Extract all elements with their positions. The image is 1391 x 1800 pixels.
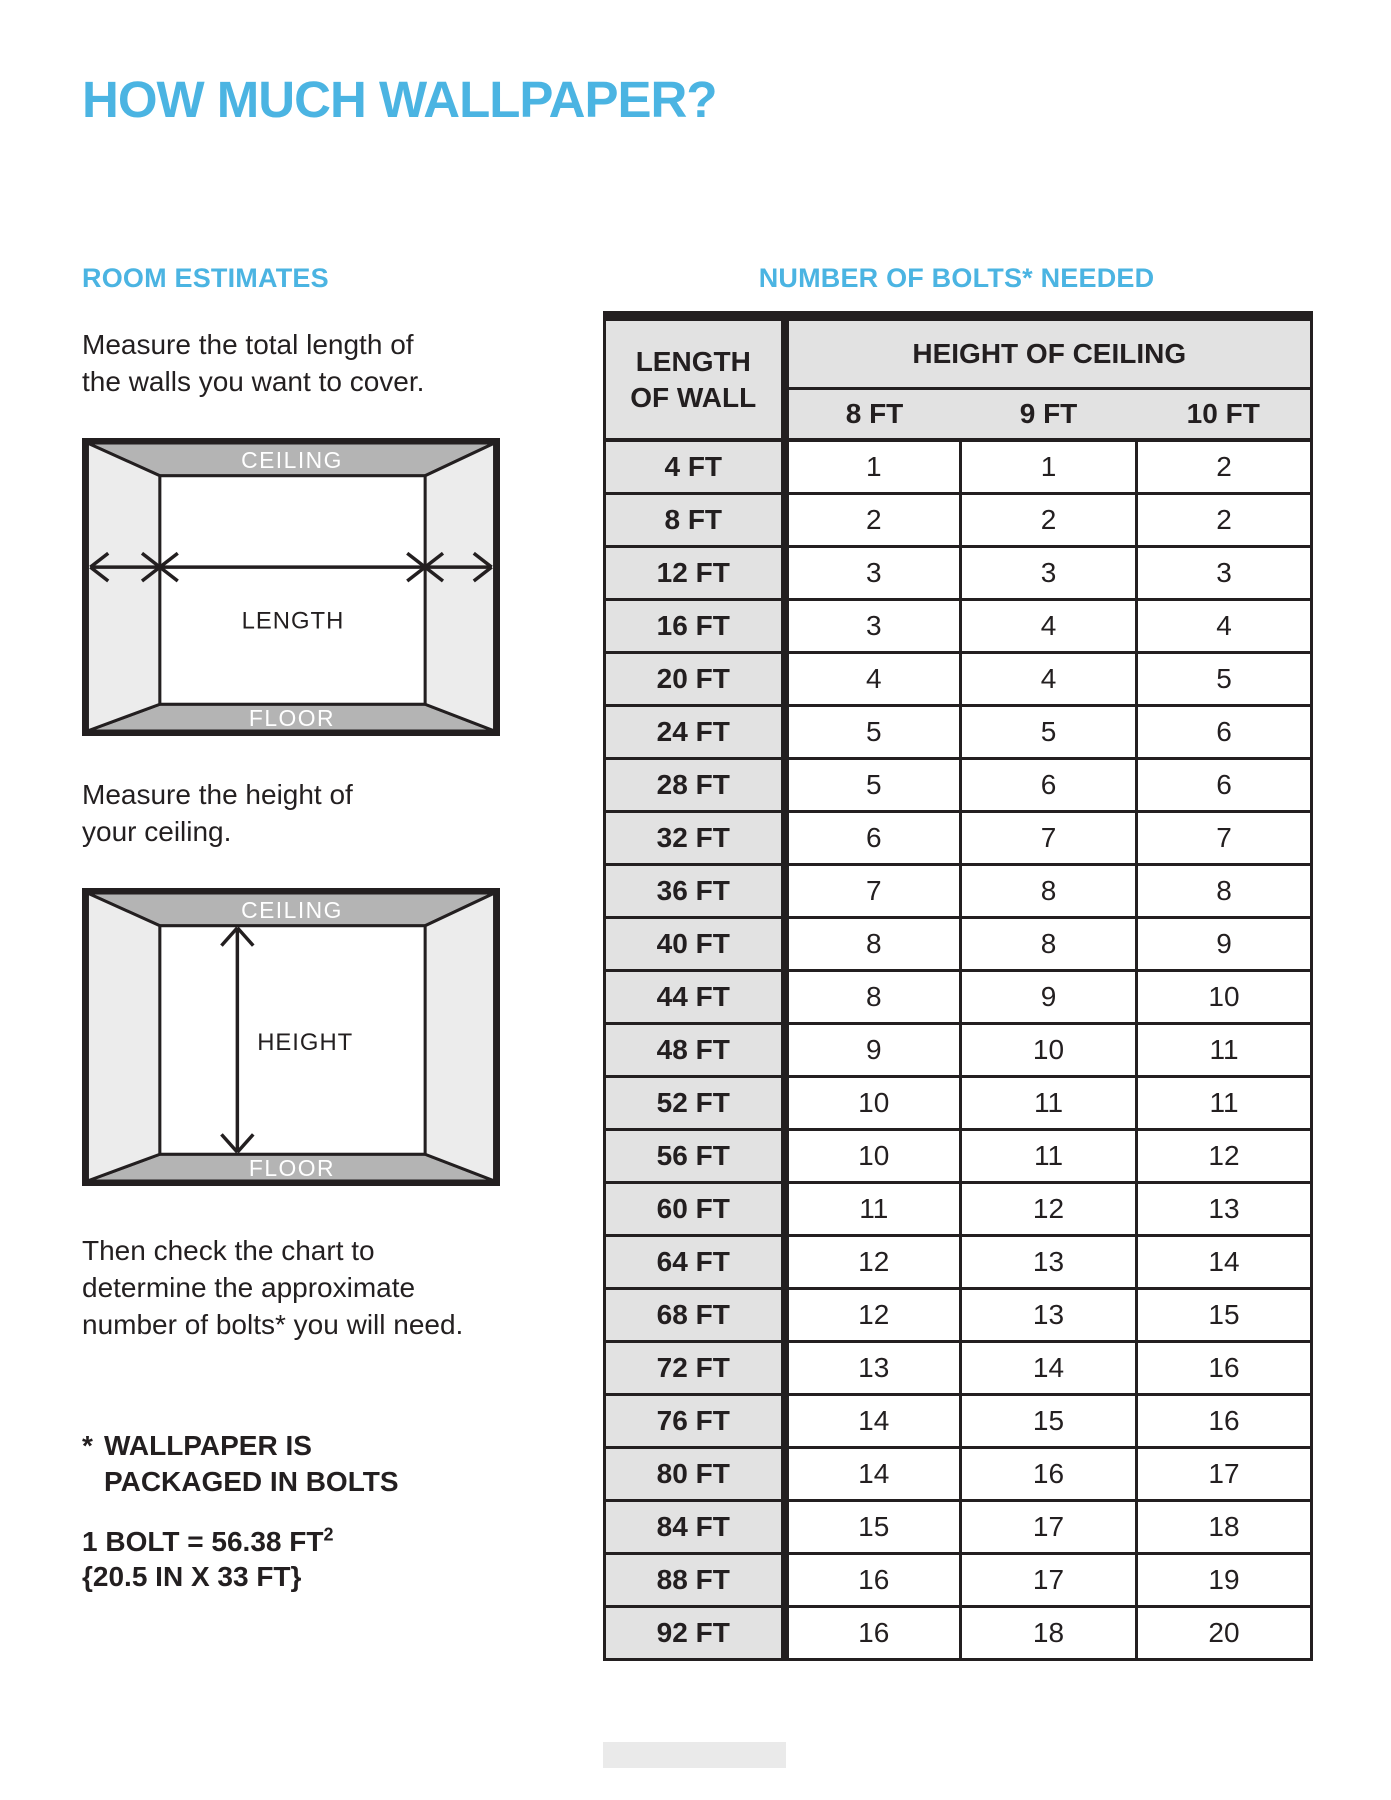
bolt-count-cell: 6: [1137, 705, 1312, 758]
bolt-count-cell: 9: [961, 970, 1137, 1023]
table-row: [605, 1288, 1312, 1341]
bolt-count-cell: 16: [785, 1606, 961, 1659]
bolt-count-cell: 14: [1137, 1235, 1312, 1288]
instruction-measure-height: [82, 776, 353, 850]
bolt-count-cell: 5: [785, 705, 961, 758]
bolt-count-cell: 10: [785, 1076, 961, 1129]
footnote-line: PACKAGED IN BOLTS: [104, 1466, 399, 1497]
bolt-count-cell: 3: [1137, 546, 1312, 599]
left-wall-panel: [87, 893, 160, 1181]
bolt-count-cell: 8: [961, 917, 1137, 970]
bolt-count-cell: 8: [785, 917, 961, 970]
bolt-count-cell: 18: [1137, 1500, 1312, 1553]
table-row: [605, 1341, 1312, 1394]
bolt-count-cell: 10: [1137, 970, 1312, 1023]
table-row: [605, 811, 1312, 864]
bolt-count-cell: 3: [961, 546, 1137, 599]
bolt-count-cell: 4: [1137, 599, 1312, 652]
asterisk: *: [82, 1430, 93, 1461]
bolt-count-cell: 13: [785, 1341, 961, 1394]
instruction-line: the walls you want to cover.: [82, 366, 425, 397]
table-row: [605, 705, 1312, 758]
table-row: [605, 864, 1312, 917]
bolt-count-cell: 6: [785, 811, 961, 864]
bolt-count-cell: 15: [961, 1394, 1137, 1447]
bolt-count-cell: 12: [785, 1235, 961, 1288]
table-row: [605, 1182, 1312, 1235]
header-line: LENGTH: [635, 345, 751, 377]
bolt-count-cell: 11: [785, 1182, 961, 1235]
bolt-count-cell: 3: [785, 599, 961, 652]
row-length-label: 24 FT: [605, 705, 785, 758]
row-length-label: 76 FT: [605, 1394, 785, 1447]
bolt-count-cell: 18: [961, 1606, 1137, 1659]
bolt-count-cell: 6: [1137, 758, 1312, 811]
instruction-line: Then check the chart to: [82, 1235, 375, 1266]
bolt-equation: [82, 1524, 333, 1559]
row-length-label: 88 FT: [605, 1553, 785, 1606]
room-estimates-heading: ROOM ESTIMATES: [82, 263, 329, 293]
bolt-equation-text: 1 BOLT = 56.38 FT: [82, 1526, 324, 1557]
bolt-count-cell: 16: [961, 1447, 1137, 1500]
table-row: [605, 1447, 1312, 1500]
row-length-label: 4 FT: [605, 440, 785, 493]
right-wall-panel: [425, 893, 495, 1181]
footnote-line: WALLPAPER IS: [104, 1430, 312, 1461]
bolt-count-cell: 2: [1137, 493, 1312, 546]
page-title: HOW MUCH WALLPAPER?: [82, 71, 717, 128]
table-row: [605, 1023, 1312, 1076]
bolt-table-wrap: [603, 311, 1313, 1661]
bolt-count-cell: 14: [961, 1341, 1137, 1394]
wallpaper-bolts-footnote: [82, 1428, 399, 1500]
table-row: [605, 1606, 1312, 1659]
row-length-label: 40 FT: [605, 917, 785, 970]
bolts-needed-heading: NUMBER OF BOLTS* NEEDED: [758, 263, 1155, 293]
right-wall-panel: [425, 443, 495, 731]
bolt-count-cell: 11: [961, 1129, 1137, 1182]
instruction-check-chart: [82, 1232, 463, 1343]
row-length-label: 48 FT: [605, 1023, 785, 1076]
table-row: [605, 546, 1312, 599]
bolt-count-cell: 11: [1137, 1023, 1312, 1076]
bolt-count-cell: 12: [961, 1182, 1137, 1235]
left-wall-panel: [87, 443, 160, 731]
room-length-diagram: [82, 438, 500, 736]
table-row: [605, 1235, 1312, 1288]
ceiling-label: CEILING: [241, 896, 343, 923]
row-length-label: 60 FT: [605, 1182, 785, 1235]
bolt-count-cell: 7: [1137, 811, 1312, 864]
table-row: [605, 599, 1312, 652]
bolt-count-cell: 2: [785, 493, 961, 546]
bolt-count-cell: 12: [1137, 1129, 1312, 1182]
length-of-wall-header: [605, 316, 785, 440]
bolt-count-cell: 15: [1137, 1288, 1312, 1341]
table-header-row-group: [605, 316, 1312, 388]
bolt-count-cell: 5: [785, 758, 961, 811]
row-length-label: 32 FT: [605, 811, 785, 864]
bolt-count-cell: 7: [961, 811, 1137, 864]
bolt-count-cell: 8: [961, 864, 1137, 917]
floor-label: FLOOR: [248, 1155, 336, 1182]
instruction-line: number of bolts* you will need.: [82, 1309, 464, 1340]
bolt-count-cell: 17: [961, 1553, 1137, 1606]
bolt-count-cell: 10: [961, 1023, 1137, 1076]
row-length-label: 20 FT: [605, 652, 785, 705]
table-row: [605, 652, 1312, 705]
table-row: [605, 1394, 1312, 1447]
bolt-count-cell: 13: [1137, 1182, 1312, 1235]
instruction-line: determine the approximate: [82, 1272, 416, 1303]
bolt-count-cell: 13: [961, 1288, 1137, 1341]
superscript-2: 2: [323, 1524, 334, 1545]
bolt-count-cell: 17: [1137, 1447, 1312, 1500]
row-length-label: 72 FT: [605, 1341, 785, 1394]
height-label: HEIGHT: [257, 1028, 354, 1056]
table-row: [605, 917, 1312, 970]
bolt-count-cell: 19: [1137, 1553, 1312, 1606]
bolt-count-cell: 2: [1137, 440, 1312, 493]
row-length-label: 64 FT: [605, 1235, 785, 1288]
bolt-count-cell: 7: [785, 864, 961, 917]
bolt-count-cell: 20: [1137, 1606, 1312, 1659]
row-length-label: 36 FT: [605, 864, 785, 917]
bolt-count-cell: 8: [1137, 864, 1312, 917]
bolt-table: [603, 311, 1313, 1661]
bolt-count-cell: 11: [1137, 1076, 1312, 1129]
instruction-line: your ceiling.: [82, 816, 232, 847]
bolt-count-cell: 5: [961, 705, 1137, 758]
row-length-label: 28 FT: [605, 758, 785, 811]
row-length-label: 92 FT: [605, 1606, 785, 1659]
row-length-label: 80 FT: [605, 1447, 785, 1500]
bolt-count-cell: 16: [1137, 1341, 1312, 1394]
bolt-count-cell: 8: [785, 970, 961, 1023]
row-length-label: 44 FT: [605, 970, 785, 1023]
table-row: [605, 493, 1312, 546]
row-length-label: 56 FT: [605, 1129, 785, 1182]
row-length-label: 16 FT: [605, 599, 785, 652]
bolt-count-cell: 10: [785, 1129, 961, 1182]
bolt-count-cell: 2: [961, 493, 1137, 546]
room-height-diagram: [82, 888, 500, 1186]
bolt-count-cell: 4: [785, 652, 961, 705]
table-row: [605, 440, 1312, 493]
ceiling-label: CEILING: [241, 446, 343, 473]
bolt-count-cell: 16: [785, 1553, 961, 1606]
table-row: [605, 970, 1312, 1023]
bolt-count-cell: 12: [785, 1288, 961, 1341]
table-bottom-strip: [603, 1742, 786, 1768]
bolt-count-cell: 3: [785, 546, 961, 599]
back-wall-panel: [160, 476, 425, 704]
table-row: [605, 1076, 1312, 1129]
column-header-8ft: 8 FT: [785, 388, 961, 440]
bolt-count-cell: 14: [785, 1447, 961, 1500]
bolt-count-cell: 11: [961, 1076, 1137, 1129]
bolt-dimensions: {20.5 IN X 33 FT}: [82, 1561, 302, 1592]
height-of-ceiling-header: HEIGHT OF CEILING: [785, 316, 1312, 388]
row-length-label: 8 FT: [605, 493, 785, 546]
bolt-count-cell: 4: [961, 652, 1137, 705]
length-label: LENGTH: [241, 607, 345, 635]
table-row: [605, 758, 1312, 811]
bolt-count-cell: 9: [785, 1023, 961, 1076]
bolt-count-cell: 5: [1137, 652, 1312, 705]
instruction-measure-length: [82, 326, 424, 400]
bolt-count-cell: 17: [961, 1500, 1137, 1553]
bolt-count-cell: 13: [961, 1235, 1137, 1288]
bolt-size-info: [82, 1524, 333, 1594]
bolt-count-cell: 6: [961, 758, 1137, 811]
floor-label: FLOOR: [248, 705, 336, 732]
bolt-count-cell: 1: [961, 440, 1137, 493]
bolt-count-cell: 15: [785, 1500, 961, 1553]
row-length-label: 12 FT: [605, 546, 785, 599]
table-row: [605, 1500, 1312, 1553]
row-length-label: 84 FT: [605, 1500, 785, 1553]
bolt-count-cell: 4: [961, 599, 1137, 652]
instruction-line: Measure the total length of: [82, 329, 414, 360]
column-header-10ft: 10 FT: [1137, 388, 1312, 440]
bolt-count-cell: 16: [1137, 1394, 1312, 1447]
bolt-table-body: [605, 440, 1312, 1659]
table-row: [605, 1553, 1312, 1606]
table-row: [605, 1129, 1312, 1182]
bolt-count-cell: 14: [785, 1394, 961, 1447]
bolt-count-cell: 9: [1137, 917, 1312, 970]
header-line: OF WALL: [630, 381, 757, 413]
bolt-count-cell: 1: [785, 440, 961, 493]
row-length-label: 68 FT: [605, 1288, 785, 1341]
column-header-9ft: 9 FT: [961, 388, 1137, 440]
row-length-label: 52 FT: [605, 1076, 785, 1129]
instruction-line: Measure the height of: [82, 779, 353, 810]
